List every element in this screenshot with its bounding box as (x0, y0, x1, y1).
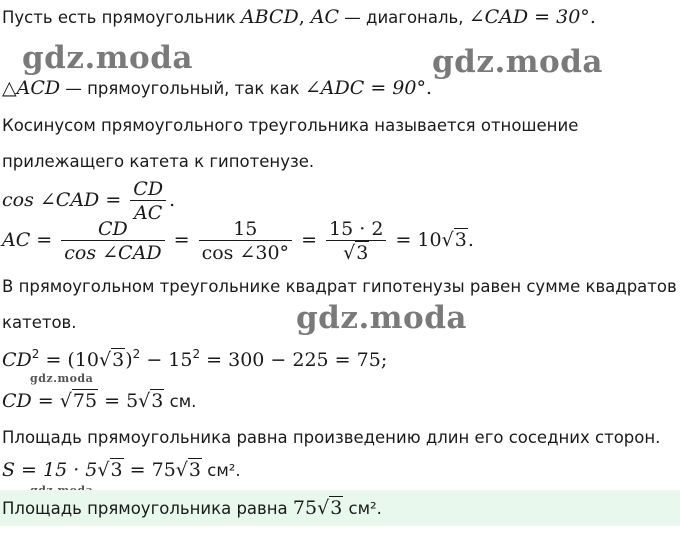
numerator: 15 (199, 218, 292, 241)
math: CD = (2, 390, 60, 412)
numerator: CD (130, 178, 166, 201)
unit: см. (164, 392, 197, 411)
radical-sign: √ (138, 390, 151, 412)
watermark-small-1: gdz.moda (30, 372, 94, 385)
radical-sign: √ (343, 242, 356, 264)
answer-box (0, 490, 680, 526)
paragraph-line: В прямоугольном треугольнике квадрат гипотенузы равен сумме квадратов (2, 277, 677, 296)
math: ∠ADC = 90° (304, 77, 426, 99)
text: = 10 (389, 229, 442, 251)
text: = 300 − 225 = 75; (200, 349, 388, 371)
denominator: cos ∠CAD (64, 242, 162, 264)
numerator: CD (61, 218, 164, 241)
text: ) (125, 349, 133, 371)
radicand: 3 (110, 459, 123, 481)
math: S = 15 · 5 (2, 459, 98, 481)
denominator: AC (134, 202, 163, 224)
text: . (467, 229, 474, 251)
radical-sign: √ (175, 459, 188, 481)
text: = 75 (123, 459, 176, 481)
text: — диагональ, (339, 8, 469, 27)
math: cos ∠CAD = (2, 189, 128, 211)
text: Площадь прямоугольника равна (2, 499, 293, 518)
formula-ac (2, 218, 474, 265)
sqrt (343, 241, 369, 265)
text: . (425, 77, 433, 99)
sqrt (176, 460, 202, 480)
text: − 15 (140, 349, 193, 371)
math: ABCD (240, 6, 299, 28)
math: CD (2, 349, 32, 371)
sqrt (317, 498, 343, 518)
math: 75 (292, 497, 318, 519)
formula-area (2, 460, 241, 481)
paragraph-line: Площадь прямоугольника равна произведению длин его соседних сторон. (2, 428, 661, 447)
math: ∠CAD = 30° (468, 6, 590, 28)
text: = (10 (39, 349, 100, 371)
radicand: 3 (356, 242, 369, 264)
math: AC = (2, 229, 59, 251)
text: Пусть есть прямоугольник (2, 8, 241, 27)
watermark-2: gdz.moda (432, 44, 603, 80)
exponent: 2 (31, 347, 40, 361)
radical-sign: √ (99, 349, 112, 371)
radical-sign: √ (317, 497, 330, 519)
paragraph-line: прилежащего катета к гипотенузе. (2, 152, 315, 171)
radicand: 3 (330, 497, 343, 519)
sqrt (138, 391, 164, 411)
unit: см². (202, 461, 241, 480)
text: . (589, 6, 596, 28)
formula-cd (2, 391, 196, 412)
radicand: 3 (188, 459, 201, 481)
sqrt (99, 350, 125, 370)
numerator: 15 · 2 (326, 218, 386, 241)
text: . (169, 189, 176, 211)
sqrt (60, 391, 98, 411)
radical-sign: √ (441, 229, 454, 251)
text: = (167, 229, 196, 251)
text: = 5 (98, 390, 139, 412)
text: — прямоугольный, так как (60, 79, 305, 98)
radicand: 3 (151, 390, 164, 412)
fraction (199, 218, 292, 265)
radicand: 3 (454, 229, 467, 251)
unit: см². (343, 499, 382, 518)
exponent: 2 (192, 347, 201, 361)
paragraph-line: Косинусом прямоугольного треугольника называется отношение (2, 116, 579, 135)
watermark-3: gdz.moda (296, 300, 467, 336)
watermark-1: gdz.moda (22, 40, 193, 76)
sqrt (442, 230, 468, 250)
formula-cd-squared (2, 344, 387, 371)
sqrt (97, 460, 123, 480)
radicand: 75 (72, 390, 98, 412)
fraction (326, 218, 386, 265)
radical-sign: √ (97, 459, 110, 481)
exponent: 2 (132, 347, 141, 361)
text: , (298, 6, 311, 28)
denominator (326, 241, 386, 265)
line-2 (2, 78, 432, 99)
text: = (295, 229, 324, 251)
paragraph-line: катетов. (2, 313, 77, 332)
radical-sign: √ (59, 390, 72, 412)
math: △ACD (2, 77, 61, 99)
fraction (61, 218, 164, 265)
denominator: cos ∠30° (201, 242, 290, 264)
answer-line (2, 498, 382, 519)
radicand: 3 (112, 349, 125, 371)
line-1 (2, 7, 596, 28)
math: AC (310, 6, 340, 28)
